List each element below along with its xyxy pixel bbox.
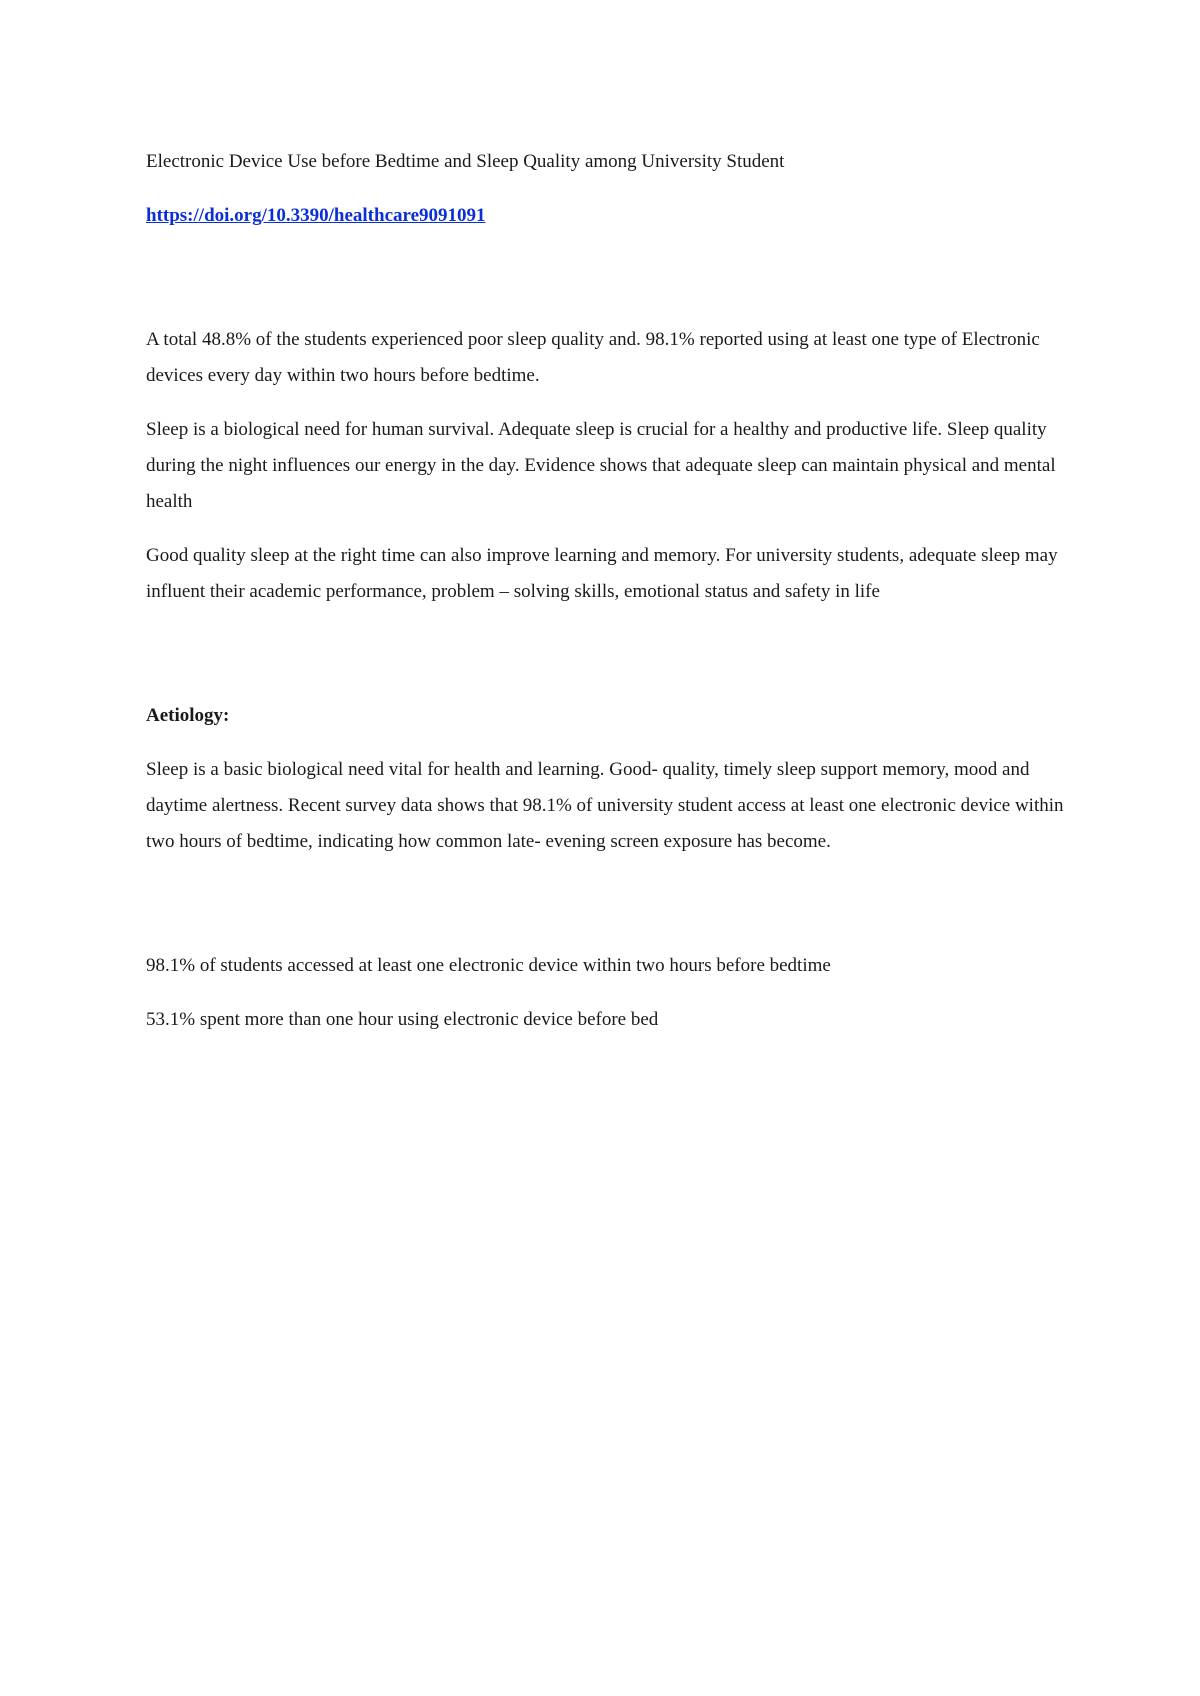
paragraph-sleep-benefits: Good quality sleep at the right time can also improve learning and memory. For university students, adequate sleep may influent their academic performance, problem – solving skills, emotional status and safety in life — [146, 545, 1058, 602]
spacer — [146, 234, 1066, 322]
doi-line — [146, 198, 1066, 234]
stat-line-device-duration: 53.1% spent more than one hour using electronic device before bed — [146, 1009, 659, 1030]
doi-link[interactable]: https://doi.org/10.3390/healthcare9091091 — [146, 205, 486, 226]
aetiology-heading: Aetiology: — [146, 705, 230, 726]
document-body — [146, 144, 1066, 1056]
stat-line-device-access: 98.1% of students accessed at least one electronic device within two hours before bedtime — [146, 955, 831, 976]
aetiology-paragraph: Sleep is a basic biological need vital for health and learning. Good- quality, timely sleep support memory, mood and daytime alertness. Recent survey data shows that 98.1% of university student access at least one electronic device within two hours of bedtime, indicating how common late- evening screen exposure has become. — [146, 759, 1064, 852]
spacer — [146, 610, 1066, 698]
paragraph-sleep-need: Sleep is a biological need for human survival. Adequate sleep is crucial for a healthy and productive life. Sleep quality during the night influences our energy in the day. Evidence shows that adequate sleep can maintain physical and mental health — [146, 419, 1056, 512]
document-title: Electronic Device Use before Bedtime and Sleep Quality among University Student — [146, 151, 785, 172]
spacer — [146, 860, 1066, 948]
paragraph-summary: A total 48.8% of the students experienced poor sleep quality and. 98.1% reported using at least one type of Electronic devices every day within two hours before bedtime. — [146, 329, 1040, 386]
